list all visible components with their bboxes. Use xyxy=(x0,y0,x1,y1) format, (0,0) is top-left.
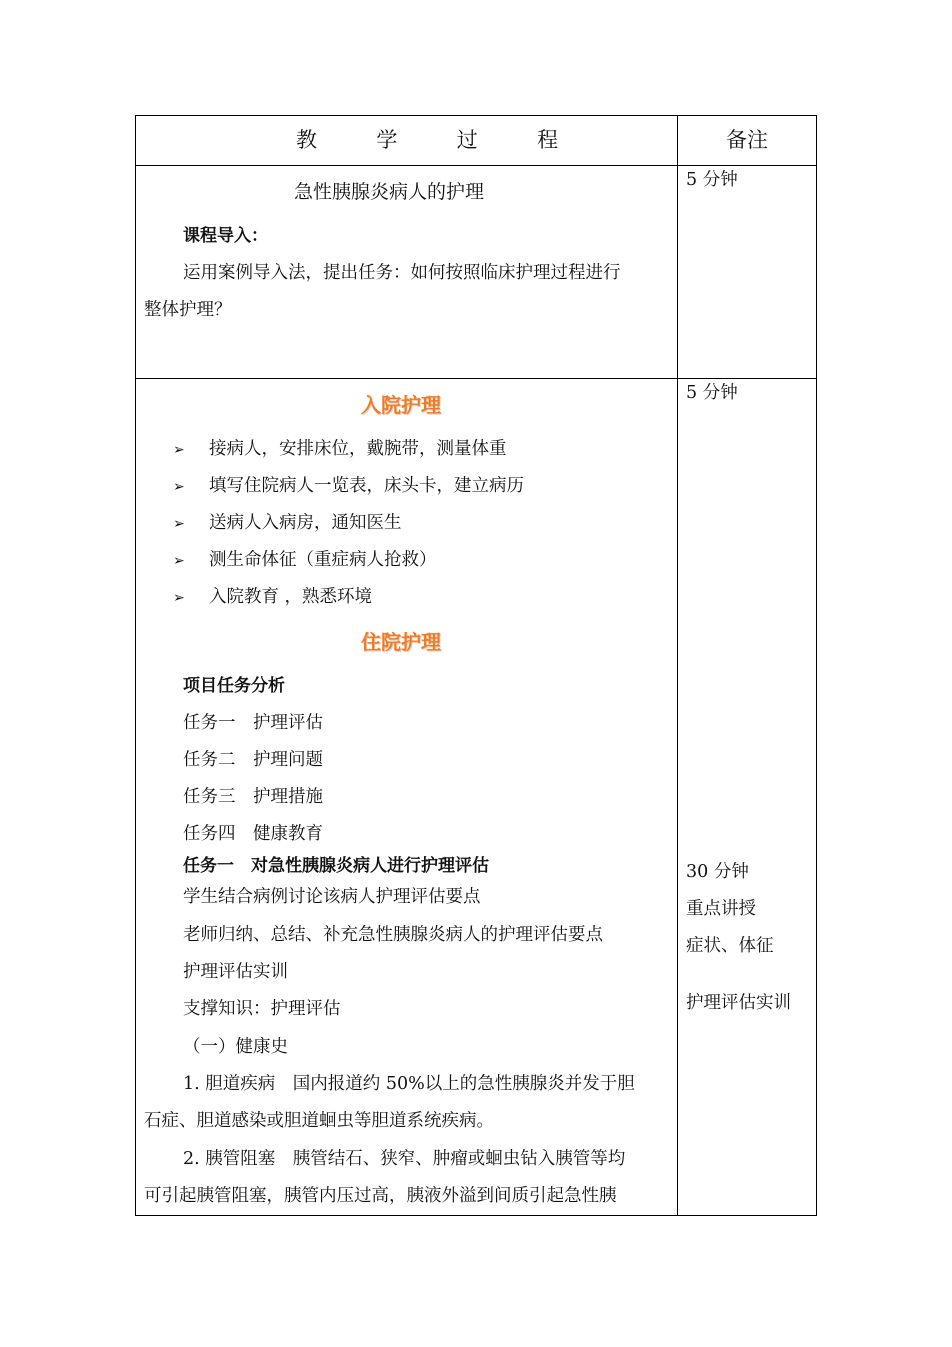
admission-item: ➢ 入院教育 ，熟悉环境 xyxy=(173,587,373,607)
header-remarks: 备注 xyxy=(726,128,768,152)
header-char: 学 xyxy=(376,128,398,152)
remark-note: 护理评估实训 xyxy=(686,993,791,1013)
admission-item: ➢ 接病人，安排床位，戴腕带，测量体重 xyxy=(173,439,507,459)
intro-text-line1: 运用案例导入法，提出任务：如何按照临床护理过程进行 xyxy=(183,263,621,283)
column-divider xyxy=(677,115,678,1216)
task-analysis-label: 项目任务分析 xyxy=(183,676,285,696)
arrow-bullet-icon: ➢ xyxy=(173,479,185,495)
paragraph-duct-line2: 可引起胰管阻塞，胰管内压过高，胰液外溢到间质引起急性胰 xyxy=(144,1186,617,1206)
remark-time: 30 分钟 xyxy=(686,862,749,882)
task-item: 任务三 护理措施 xyxy=(183,787,323,807)
row-divider-header xyxy=(135,165,817,166)
row-divider-intro xyxy=(135,378,817,379)
task-item: 任务一 护理评估 xyxy=(183,713,323,733)
hospitalization-heading: 住院护理 xyxy=(361,630,441,654)
paragraph-duct-line1: 2. 胰管阻塞 胰管结石、狭窄、肿瘤或蛔虫钻入胰管等均 xyxy=(183,1149,626,1169)
admission-heading: 入院护理 xyxy=(361,393,441,417)
admission-item: ➢ 填写住院病人一览表，床头卡，建立病历 xyxy=(173,476,524,496)
header-process xyxy=(296,129,558,151)
task1-line: 老师归纳、总结、补充急性胰腺炎病人的护理评估要点 xyxy=(183,925,603,945)
paragraph-biliary-line1: 1. 胆道疾病 国内报道约 50%以上的急性胰腺炎并发于胆 xyxy=(183,1074,635,1094)
header-char: 教 xyxy=(296,128,317,152)
task-item: 任务四 健康教育 xyxy=(183,824,323,844)
lesson-title: 急性胰腺炎病人的护理 xyxy=(294,181,485,203)
remark-note: 重点讲授 xyxy=(686,899,756,919)
health-history-label: （一）健康史 xyxy=(183,1037,288,1057)
arrow-bullet-icon: ➢ xyxy=(173,442,185,458)
intro-time: 5 分钟 xyxy=(686,170,738,190)
arrow-bullet-icon: ➢ xyxy=(173,590,185,606)
task1-heading: 任务一 对急性胰腺炎病人进行护理评估 xyxy=(183,856,489,876)
task1-line: 护理评估实训 xyxy=(183,962,288,982)
course-intro-label: 课程导入： xyxy=(183,226,268,246)
admission-item: ➢ 测生命体征（重症病人抢救） xyxy=(173,550,437,570)
remark-note: 症状、体征 xyxy=(686,936,774,956)
task1-line: 支撑知识：护理评估 xyxy=(183,999,341,1019)
header-char: 过 xyxy=(456,128,478,152)
task-item: 任务二 护理问题 xyxy=(183,750,323,770)
header-char: 程 xyxy=(537,128,559,152)
arrow-bullet-icon: ➢ xyxy=(173,553,185,569)
arrow-bullet-icon: ➢ xyxy=(173,516,185,532)
paragraph-biliary-line2: 石症、胆道感染或胆道蛔虫等胆道系统疾病。 xyxy=(144,1111,494,1131)
admission-item: ➢ 送病人入病房，通知医生 xyxy=(173,513,402,533)
intro-text-line2: 整体护理？ xyxy=(144,300,232,320)
admission-time: 5 分钟 xyxy=(686,383,738,403)
task1-line: 学生结合病例讨论该病人护理评估要点 xyxy=(183,887,481,907)
